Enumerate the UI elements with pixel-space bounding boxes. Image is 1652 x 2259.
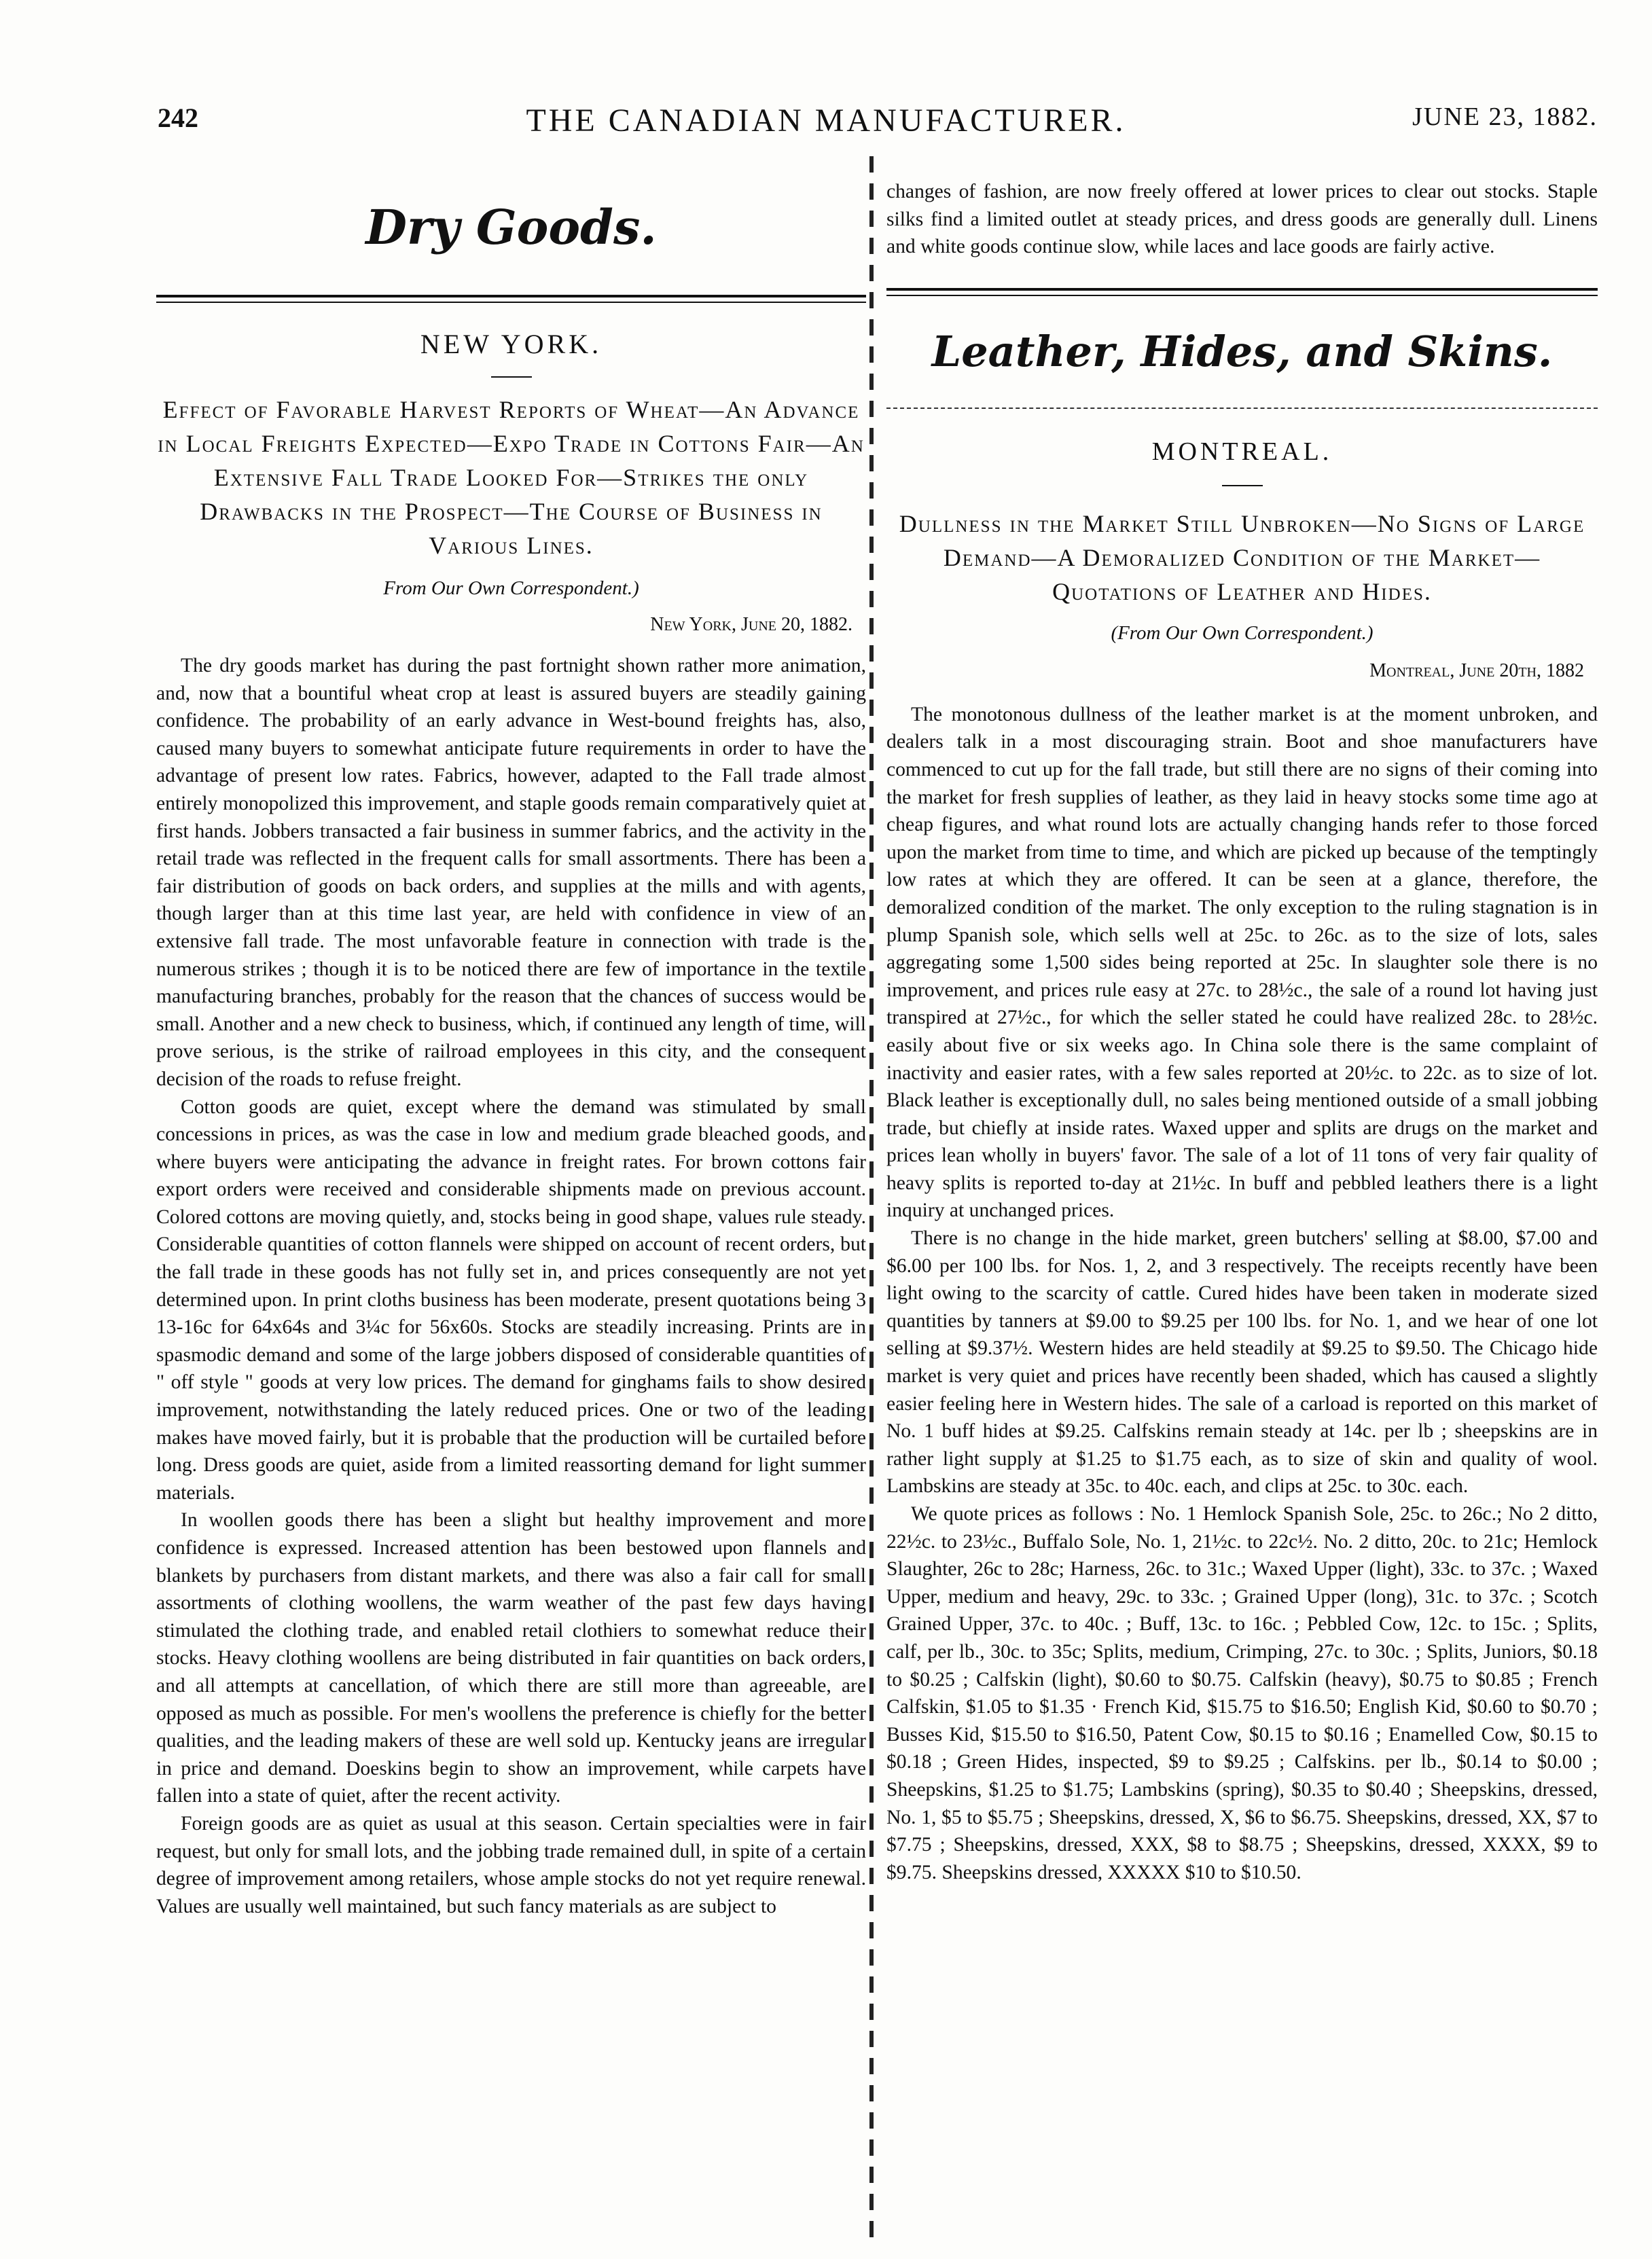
section-rule (156, 295, 866, 303)
continued-text (886, 178, 1598, 261)
paragraph: There is no change in the hide market, green butchers' selling at $8.00, $7.00 and $6.00 per 100 lbs. for Nos. 1, 2, and 3 respectively. The receipts recently have been light owing to the scarcity of cattle. Cured hides have been taken in moderate sized quantities by tanners at $9.00 to $9.25 per 100 lbs. for No. 1, and we hear of one lot selling at $9.37½. Western hides are held steadily at $9.25 to $9.50. The Chicago hide market is very quiet and prices have recently been shaded, which has caused a slightly easier feeling here in Western hides. The sale of a carload is reported on this market of No. 1 buff hides at $9.25. Calfskins remain steady at 14c. per lb ; sheepskins are in rather light supply at $1.25 to $1.75 each, as to size of skin and quality of wool. Lambskins are steady at 35c. to 40c. each, and clips at 25c. to 30c. each. (886, 1227, 1598, 1498)
byline: (From Our Own Correspondent.) (1111, 621, 1373, 644)
short-rule (1222, 485, 1263, 486)
paragraph: The monotonous dullness of the leather market is at the moment unbroken, and dealers talk in a most discouraging strain. Boot and shoe manufacturers have commenced to cut up for the fall trade, but still there are no signs of their coming into the market for fresh supplies of leather, as they laid in heavy stocks some time ago at cheap figures, and what round lots are actually changing hands refer to those forced upon the market from time to time, and which are picked up because of the temptingly low rates at which they are offered. It can be seen at a glance, therefore, the demoralized condition of the market. The only exception to the ruling stagnation is in plump Spanish sole, which sells well at 25c. to 26c. as to the size of lots, sales aggregating some 1,500 sides being reported at 25c. In slaughter sole there is no improvement, and prices rule easy at 27c. to 28½c., the sale of a round lot having just transpired at 27½c., for which the seller stated he could have realized 28c. to 28½c. easily about five or six weeks ago. In China sole there is the same complaint of inactivity and easier rates, with a few sales reported at 20½c. to 22c. as to size of lot. Black leather is exceptionally dull, no sales being mentioned outside of a small jobbing trade, but chiefly at inside rates. Waxed upper and splits are drugs on the market and prices lean wholly in buyers' favor. The sale of a lot of 11 tons of very fair quality of heavy splits is reported to-day at 21½c. In buff and pebbled leathers there is a light inquiry at unchanged prices. (886, 703, 1598, 1222)
paragraph: In woollen goods there has been a slight but healthy improvement and more confidence is expressed. Increased attention has been bestowed upon flannels and blankets by purchasers from distant markets, and there was also a fair call for small assortments of clothing woollens, the warm weather of the past few days having stimulated the clothing trade, and enabled retail clothiers to somewhat reduce their stocks. Heavy clothing woollens are being distributed in fair quantities on back orders, and all attempts at cancellation, of which there are still more than agreeable, are opposed as much as possible. For men's woollens the preference is chiefly for the better qualities, and the leading makers of these are well sold up. Kentucky jeans are irregular in price and demand. Doeskins begin to show an improvement, while carpets have fallen into a state of quiet, after the recent activity. (156, 1509, 866, 1807)
left-column (156, 156, 866, 1920)
running-header (0, 102, 1652, 149)
paragraph: We quote prices as follows : No. 1 Hemlock Spanish Sole, 25c. to 26c.; No 2 ditto, 22½c. to 23½c., Buffalo Sole, No. 1, 21½c. to 22c½. No. 2 ditto, 20c. to 21c; Hemlock Slaughter, 26c to 28c; Harness, 26c. to 31c.; Waxed Upper (light), 33c. to 37c. ; Waxed Upper, medium and heavy, 29c. to 33c. ; Grained Upper (long), 31c. to 37c. ; Scotch Grained Upper, 37c. to 40c. ; Buff, 13c. to 16c. ; Pebbled Cow, 12c. to 15c. ; Splits, calf, per lb., 30c. to 35c; Splits, medium, Crimping, 27c. to 30c. ; Splits, Juniors, $0.18 to $0.25 ; Calfskin (light), $0.60 to $0.75. Calfskin (heavy), $0.75 to $0.85 ; French Calfskin, $1.05 to $1.35 · French Kid, $15.75 to $16.50; English Kid, $0.60 to $0.70 ; Busses Kid, $15.50 to $16.50, Patent Cow, $0.15 to $0.16 ; Enamelled Cow, $0.15 to $0.18 ; Green Hides, inspected, $9 to $9.25 ; Calfskins. per lb., $0.14 to $0.00 ; Sheepskins, $1.25 to $1.75; Lambskins (spring), $0.35 to $0.40 ; Sheepskins, dressed, No. 1, $5 to $5.75 ; Sheepskins, dressed, X, $6 to $6.75. Sheepskins, dressed, XX, $7 to $7.75 ; Sheepskins, dressed, XXX, $8 to $8.75 ; Sheepskins, dressed, XXXX, $9 to $9.75. Sheepskins dressed, XXXXX $10 to $10.50. (886, 1503, 1598, 1883)
publication-title: THE CANADIAN MANUFACTURER. (526, 103, 1126, 139)
article-body (156, 652, 866, 1920)
byline: From Our Own Correspondent.) (383, 577, 639, 599)
paragraph: The dry goods market has during the past fortnight shown rather more animation, and, now that a bountiful wheat crop at least is assured buyers are steadily gaining confidence. The probability of an early advance in West-bound freights has, also, caused many buyers to somewhat anticipate future requirements in order to have the advantage of present low rates. Fabrics, however, adapted to the Fall trade almost entirely monopolized this improvement, and staple goods remain comparatively quiet at first hands. Jobbers transacted a fair business in summer fabrics, and the activity in the retail trade was reflected in the frequent calls for small assortments. There has been a fair distribution of goods on back orders, and supplies at the mills and with agents, though larger than at this time last year, are held with confidence in view of an extensive fall trade. The most unfavorable feature in connection with trade is the numerous strikes ; though it is to be noticed there are few of importance in the textile manufacturing branches, probably for the reason that the chances of success would be small. Another and a new check to business, which, if continued any length of time, will prove serious, is the strike of railroad employees in this city, and the consequent decision of the roads to refuse freight. (156, 655, 866, 1090)
paragraph: changes of fashion, are now freely offered at lower prices to clear out stocks. Staple silks find a limited outlet at steady prices, and dress goods are generally dull. Linens and white goods continue slow, while laces and lace goods are fairly active. (886, 181, 1598, 258)
page-number: 242 (158, 103, 198, 133)
dateline: New York, June 20, 1882. (650, 614, 852, 635)
paragraph: Cotton goods are quiet, except where the demand was stimulated by small concessions in prices, as was the case in low and medium grade bleached goods, and where buyers were anticipating the advance in freight rates. For brown cottons fair export orders were received and considerable shipments made on previous account. Colored cottons are moving quietly, and, stocks being in good shape, values rule steady. Considerable quantities of cotton flannels were shipped on account of recent orders, but the fall trade in these goods has not fully set in, and prices consequently are not yet determined upon. In print cloths business has been moderate, present quotations being 3 13-16c for 64x64s and 3¼c for 56x60s. Stocks are steadily increasing. Prints are in spasmodic demand and some of the large jobbers disposed of considerable quantities of " off style " goods at very low prices. The demand for ginghams fails to show desired improvement, notwithstanding the lately reduced prices. One or two of the leading makes have moved fairly, but it is probable that the production will be curtailed before long. Dress goods are quiet, aside from a limited reassorting demand for light summer materials. (156, 1096, 866, 1504)
article-headline: Dullness in the Market Still Unbroken—No Signs of Large Demand—A Demoralized Condition of the Market—Quotations of Leather and Hides. (899, 509, 1585, 605)
article-body (886, 701, 1598, 1887)
section-title-dry-goods: Dry Goods. (365, 199, 657, 255)
city-heading: NEW YORK. (420, 329, 603, 359)
dashed-rule (886, 408, 1598, 409)
article-headline: Effect of Favorable Harvest Reports of Wheat—An Advance in Local Freights Expected—Expo Trade in Cottons Fair—An Extensive Fall Trade Looked For—Strikes the only Drawbacks in the Prospect—The Course of Business in Various Lines. (158, 396, 865, 559)
paragraph: Foreign goods are as quiet as usual at this season. Certain specialties were in fair request, but only for small lots, and the jobbing trade remained dull, in spite of a certain degree of improvement among retailers, whose ample stocks do not yet require renewal. Values are usually well maintained, but such fancy materials as are subject to (156, 1812, 866, 1917)
column-divider (869, 156, 874, 2241)
section-title-leather: Leather, Hides, and Skins. (931, 326, 1553, 376)
right-column (886, 156, 1598, 1886)
issue-date: JUNE 23, 1882. (1412, 103, 1598, 131)
short-rule (491, 376, 532, 378)
city-heading: MONTREAL. (1151, 437, 1333, 466)
dateline: Montreal, June 20th, 1882 (1369, 659, 1584, 681)
section-rule (886, 288, 1598, 296)
